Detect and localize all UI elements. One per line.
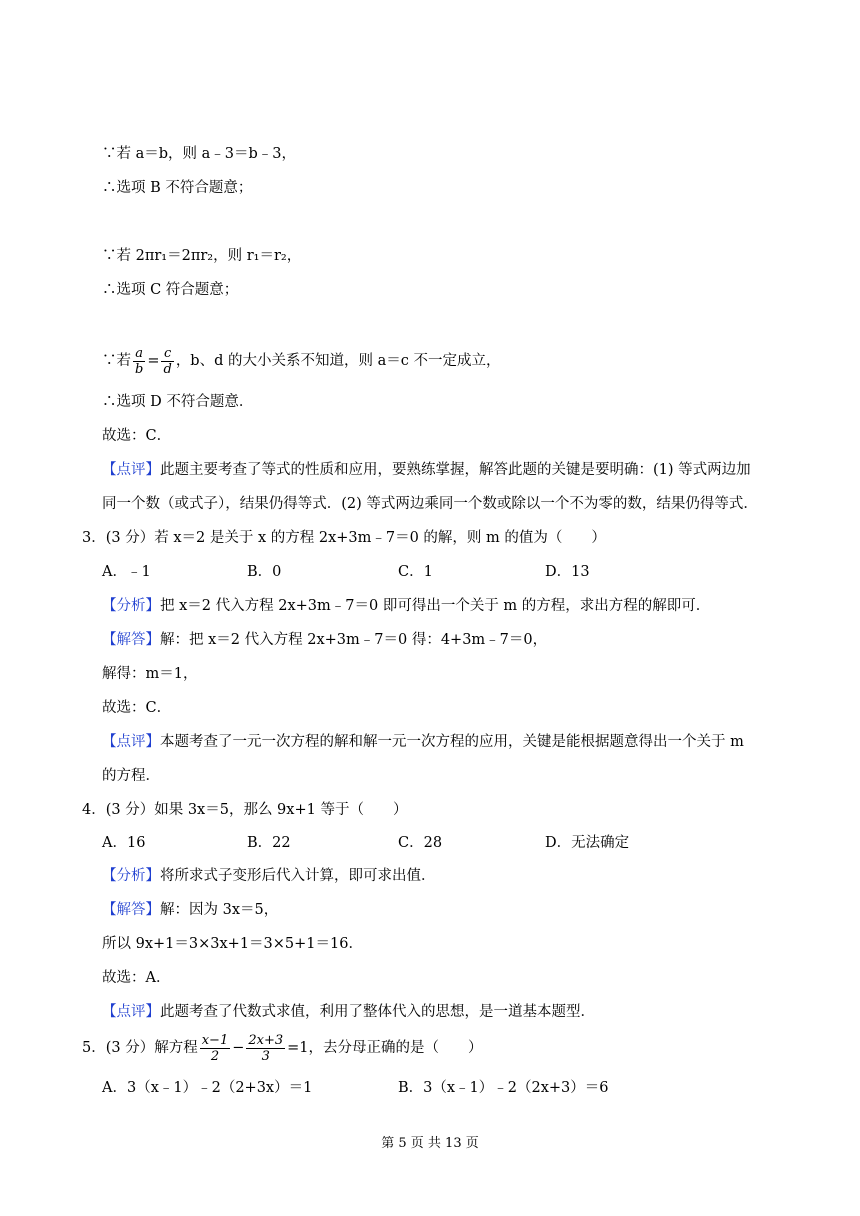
question-3-stem: 3．(3 分）若 x＝2 是关于 x 的方程 2x+3m﹣7＝0 的解，则 m 的值为（ ） xyxy=(82,530,606,546)
numerator: a xyxy=(133,346,145,362)
numerator: c xyxy=(161,346,173,362)
denominator: 3 xyxy=(261,1048,270,1064)
text-line: 解得：m＝1， xyxy=(102,666,198,682)
denominator: d xyxy=(163,361,172,377)
option-c: C．28 xyxy=(398,835,443,851)
option-b: B．3（x﹣1）﹣2（2x+3）＝6 xyxy=(398,1080,609,1096)
answer-line xyxy=(102,630,547,650)
denominator: b xyxy=(135,361,144,377)
text: 把 x＝2 代入方程 2x+3m﹣7＝0 即可得出一个关于 m 的方程，求出方程的解即可． xyxy=(160,598,711,614)
page-footer: 第 5 页 共 13 页 xyxy=(381,1136,479,1151)
fraction xyxy=(200,1033,231,1064)
text: ，b、d 的大小关系不知道，则 a＝c 不一定成立， xyxy=(175,353,501,369)
option-a: A．16 xyxy=(102,835,146,851)
text: 解：因为 3x＝5， xyxy=(160,902,279,918)
text-line: ∴选项 D 不符合题意． xyxy=(102,394,254,410)
text: 此题主要考查了等式的性质和应用，要熟练掌握，解答此题的关键是要明确：(1) 等式两边加 xyxy=(160,462,751,478)
text-line: 所以 9x+1＝3×3x+1＝3×5+1＝16． xyxy=(102,936,363,952)
option-d: D．无法确定 xyxy=(545,835,630,851)
text-line: ∴选项 C 符合题意； xyxy=(102,282,239,298)
option-d: D．13 xyxy=(545,564,590,580)
text-line: ∴选项 B 不符合题意； xyxy=(102,180,253,196)
option-b: B．0 xyxy=(247,564,282,580)
text: ∵若 xyxy=(102,353,131,369)
question-5-stem xyxy=(82,1032,483,1064)
text-line-fraction xyxy=(102,345,500,377)
comment-line xyxy=(102,732,744,752)
text: 此题考查了代数式求值，利用了整体代入的思想，是一道基本题型． xyxy=(160,1004,595,1020)
equals-sign: = xyxy=(147,353,160,369)
text-line: 故选：A． xyxy=(102,970,171,986)
analysis-line xyxy=(102,866,436,886)
text: 解：把 x＝2 代入方程 2x+3m﹣7＝0 得：4+3m﹣7＝0， xyxy=(160,632,548,648)
analysis-tag: 【分析】 xyxy=(102,868,160,884)
answer-tag: 【解答】 xyxy=(102,632,160,648)
text: 5．(3 分）解方程 xyxy=(82,1040,198,1056)
fraction xyxy=(133,346,145,377)
comment-tag: 【点评】 xyxy=(102,462,160,478)
option-a: A．﹣1 xyxy=(102,564,151,580)
fraction xyxy=(161,346,173,377)
option-c: C．1 xyxy=(398,564,433,580)
text-line: ∵若 a＝b，则 a﹣3＝b﹣3， xyxy=(102,146,297,162)
option-b: B．22 xyxy=(247,835,291,851)
text-line: 故选：C． xyxy=(102,700,172,716)
comment-tag: 【点评】 xyxy=(102,734,160,750)
analysis-tag: 【分析】 xyxy=(102,598,160,614)
comment-line xyxy=(102,1002,595,1022)
text: 本题考查了一元一次方程的解和解一元一次方程的应用，关键是能根据题意得出一个关于 m xyxy=(160,734,744,750)
text-line: ∵若 2πr₁＝2πr₂，则 r₁＝r₂， xyxy=(102,248,302,264)
answer-tag: 【解答】 xyxy=(102,902,160,918)
question-4-stem: 4．(3 分）如果 3x＝5，那么 9x+1 等于（ ） xyxy=(82,802,408,818)
answer-line xyxy=(102,900,278,920)
denominator: 2 xyxy=(210,1048,220,1064)
comment-tag: 【点评】 xyxy=(102,1004,160,1020)
text: =1，去分母正确的是（ ） xyxy=(287,1040,483,1056)
text-line: 故选：C． xyxy=(102,428,172,444)
text-line: 的方程． xyxy=(102,768,160,784)
option-a: A．3（x﹣1）﹣2（2+3x）＝1 xyxy=(102,1080,313,1096)
numerator: 2x+3 xyxy=(248,1032,284,1048)
minus-sign: − xyxy=(232,1040,245,1056)
fraction xyxy=(246,1033,285,1064)
text-line: 同一个数（或式子），结果仍得等式．(2) 等式两边乘同一个数或除以一个不为零的数，结果仍得等式． xyxy=(102,496,758,512)
text: 将所求式子变形后代入计算，即可求出值． xyxy=(160,868,436,884)
analysis-line xyxy=(102,596,710,616)
comment-line xyxy=(102,460,751,480)
numerator: x−1 xyxy=(201,1032,229,1048)
